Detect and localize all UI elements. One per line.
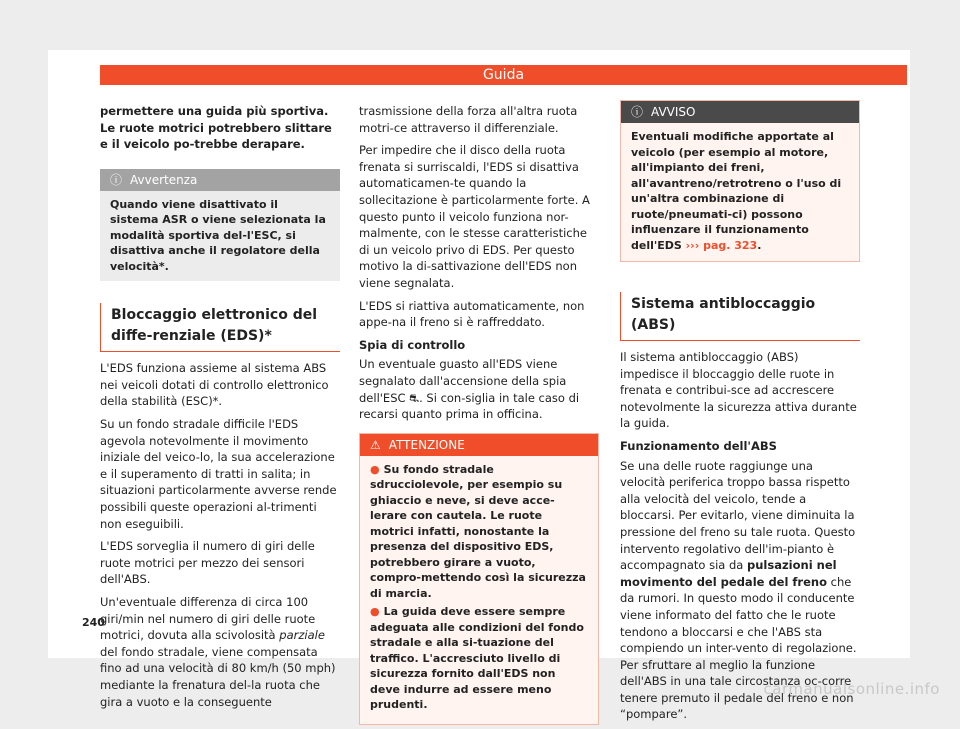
notice-circle-icon: ⓘ	[631, 105, 644, 119]
paragraph-bold: pulsazioni nel movimento del pedale del freno	[620, 558, 837, 589]
paragraph-text: del fondo stradale, viene compensata fino ad una velocità di 80 km/h (50 mph) mediante la frenatura del-la ruota che gira a vuoto e la conseguente	[100, 644, 336, 709]
notice-body	[621, 123, 859, 261]
note-box	[100, 169, 340, 282]
paragraph: trasmissione della forza all'altra ruota motri-ce attraverso il differenziale.	[359, 104, 578, 135]
paragraph: L'EDS sorveglia il numero di giri delle ruote motrici per mezzo dei sensori dell'ABS.	[100, 539, 315, 587]
subhead-abs: Funzionamento dell'ABS	[620, 438, 777, 453]
paragraph-text: che da rumori. In questo modo il conducente viene informato del fatto che le ruote tendono a bloccarsi e che l'ABS sta compiendo un inter-vento di regolazione. Per sfruttare al meglio la funzione dell'ABS in una tale circostanza oc-corre tenere premuto il pedale del freno e non “pompare”.	[620, 574, 857, 722]
warning-item-text: La guida deve essere sempre adeguata alle condizioni del fondo stradale e alla si-tuazione del traffico. L'accresciuto livello di sicurezza fornito dall'EDS non deve indurre ad essere meno prudenti.	[370, 605, 584, 712]
bullet-icon: ●	[370, 462, 380, 476]
notice-title: AVVISO	[651, 105, 696, 119]
bullet-icon: ●	[370, 605, 380, 619]
column-middle	[359, 103, 599, 725]
watermark: carmanualsonline.info	[763, 680, 940, 698]
note-header	[100, 169, 340, 191]
paragraph: Per impedire che il disco della ruota frenata si surriscaldi, l'EDS si disattiva automaticamen-te quando la sollecitazione è particolarmente forte. A questo punto il veicolo funziona nor-malmente, con le stesse caratteristiche di un veicolo privo di EDS. Per questo motivo la di-sattivazione dell'EDS non viene segnalata.	[359, 143, 590, 290]
warning-triangle-icon: ⚠	[370, 437, 381, 452]
paragraph: Un eventuale guasto all'EDS viene segnalato dall'accensione della spia dell'ESC ⛐. Si con-siglia in tale caso di recarsi quanto prima in officina.	[359, 357, 580, 422]
page-reference-link[interactable]: ››› pag. 323	[685, 238, 758, 252]
warning-box	[359, 433, 599, 725]
note-body: Quando viene disattivato il sistema ASR o viene selezionata la modalità sportiva del-l'ESC, si disattiva anche il regolatore della velocità*.	[110, 197, 326, 273]
paragraph: L'EDS si riattiva automaticamente, non appe-na il freno si è raffreddato.	[359, 298, 585, 330]
notice-text: Eventuali modifiche apportate al veicolo (per esempio al motore, all'impianto dei freni, all'avantreno/retrotreno o l'uso di un'altra combinazione di ruote/pneumati-ci) possono influenzare il funzionamento dell'EDS	[631, 130, 842, 252]
paragraph: Su un fondo stradale difficile l'EDS agevola notevolmente il movimento iniziale del veico-lo, la sua accelerazione e il superamento di tratti in salita; in situazioni particolarmente avverse rende possibili queste operazioni al-trimenti non eseguibili.	[100, 417, 337, 531]
page-number: 240	[82, 616, 105, 629]
warning-body	[360, 456, 598, 724]
column-right	[620, 100, 860, 729]
notice-box	[620, 100, 860, 262]
notice-end: .	[757, 238, 762, 252]
paragraph-text: Un'eventuale differenza di circa 100 giri/min nel numero di giri delle ruote motrici, dovuta alla scivolosità	[100, 595, 316, 643]
paragraph: L'EDS funziona assieme al sistema ABS nei veicoli dotati di controllo elettronico della stabilità (ESC)*.	[100, 361, 329, 409]
warning-item-text: Su fondo stradale sdrucciolevole, per esempio su ghiaccio e neve, si deve acce-lerare con cautela. Le ruote motrici infatti, nonostante la presenza del dispositivo EDS, potrebbero girare a vuoto, compro-mettendo così la sicurezza di marcia.	[370, 462, 586, 600]
warning-item	[370, 462, 588, 602]
lead-text: permettere una guida più sportiva. Le ruote motrici potrebbero slittare e il veicolo po-trebbe derapare.	[100, 104, 332, 152]
info-icon: ⓘ	[110, 172, 123, 187]
notice-header	[621, 101, 859, 123]
chapter-header: Guida	[100, 65, 907, 85]
paragraph-text: Se una delle ruote raggiunge una velocità periferica troppo bassa rispetto alla velocità del veicolo, tende a bloccarsi. Per evitarlo, viene diminuita la pressione del freno su tale ruota. Questo intervento regolativo dell'im-pianto è accompagnato sia da	[620, 458, 856, 573]
warning-item	[370, 604, 588, 713]
warning-title: ATTENZIONE	[388, 437, 465, 452]
paragraph	[100, 594, 340, 710]
column-left	[100, 103, 340, 716]
section-title-eds: Bloccaggio elettronico del diffe-renziale (EDS)*	[100, 303, 340, 352]
subhead-spia: Spia di controllo	[359, 337, 466, 352]
paragraph: Il sistema antibloccaggio (ABS) impedisce il bloccaggio delle ruote in frenata e contribui-sce ad accrescere notevolmente la sicurezza attiva durante la guida.	[620, 350, 857, 431]
warning-header	[360, 434, 598, 456]
paragraph-italic: parziale	[279, 628, 325, 643]
section-title-abs: Sistema antibloccaggio (ABS)	[620, 292, 860, 341]
note-title: Avvertenza	[130, 172, 198, 187]
